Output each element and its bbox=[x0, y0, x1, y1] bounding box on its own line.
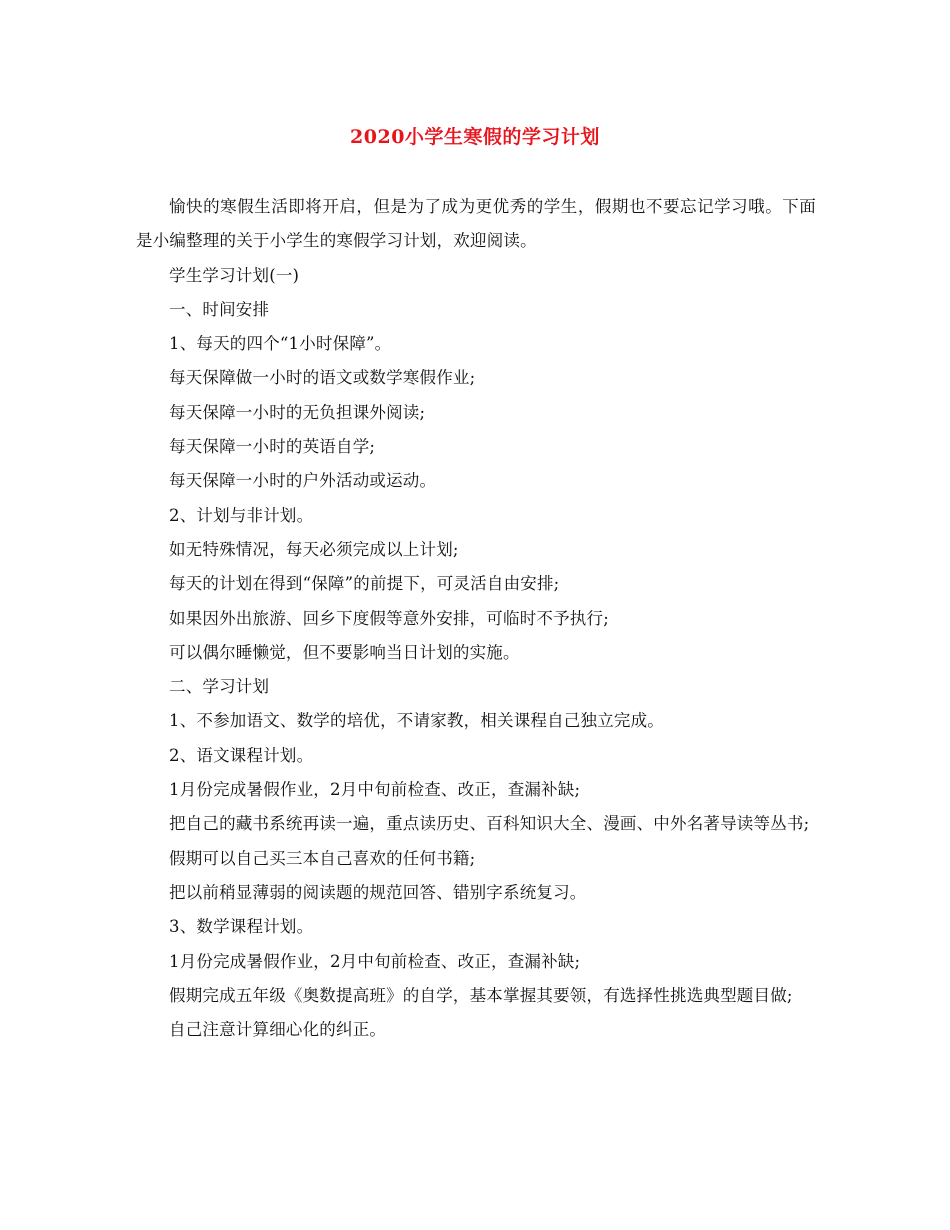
section-heading-time: 一、时间安排 bbox=[169, 299, 270, 319]
list-item: 每天保障一小时的英语自学; bbox=[169, 437, 376, 457]
list-item: 把以前稍显薄弱的阅读题的规范回答、错别字系统复习。 bbox=[169, 882, 587, 902]
paragraph-plan-heading: 学生学习计划(一) bbox=[169, 265, 300, 285]
list-item: 假期可以自己买三本自己喜欢的任何书籍; bbox=[169, 848, 476, 868]
list-item: 2、计划与非计划。 bbox=[169, 505, 314, 525]
list-item: 每天保障一小时的户外活动或运动。 bbox=[169, 471, 437, 491]
list-item: 2、语文课程计划。 bbox=[169, 745, 314, 765]
list-item: 1、每天的四个“1小时保障”。 bbox=[169, 334, 392, 354]
section-heading-study: 二、学习计划 bbox=[169, 677, 270, 697]
list-item: 每天保障做一小时的语文或数学寒假作业; bbox=[169, 368, 476, 388]
list-item: 1、不参加语文、数学的培优，不请家教，相关课程自己独立完成。 bbox=[169, 711, 664, 731]
list-item: 每天的计划在得到“保障”的前提下，可灵活自由安排; bbox=[169, 574, 560, 594]
list-item: 如无特殊情况，每天必须完成以上计划; bbox=[169, 539, 459, 559]
list-item: 1月份完成暑假作业，2月中旬前检查、改正，查漏补缺; bbox=[169, 951, 581, 971]
list-item: 如果因外出旅游、回乡下度假等意外安排，可临时不予执行; bbox=[169, 608, 609, 628]
list-item: 假期完成五年级《奥数提高班》的自学，基本掌握其要领，有选择性挑选典型题目做; bbox=[169, 985, 793, 1005]
list-item: 把自己的藏书系统再读一遍，重点读历史、百科知识大全、漫画、中外名著导读等丛书; bbox=[169, 814, 810, 834]
list-item: 可以偶尔睡懒觉，但不要影响当日计划的实施。 bbox=[169, 642, 520, 662]
list-item: 每天保障一小时的无负担课外阅读; bbox=[169, 402, 426, 422]
document-title: 2020小学生寒假的学习计划 bbox=[350, 126, 600, 148]
list-item: 自己注意计算细心化的纠正。 bbox=[169, 1020, 387, 1040]
document-body bbox=[136, 190, 816, 1047]
list-item: 1月份完成暑假作业，2月中旬前检查、改正，查漏补缺; bbox=[169, 780, 581, 800]
paragraph-intro: 愉快的寒假生活即将开启，但是为了成为更优秀的学生，假期也不要忘记学习哦。下面是小编整理的关于小学生的寒假学习计划，欢迎阅读。 bbox=[136, 197, 816, 251]
list-item: 3、数学课程计划。 bbox=[169, 917, 314, 937]
